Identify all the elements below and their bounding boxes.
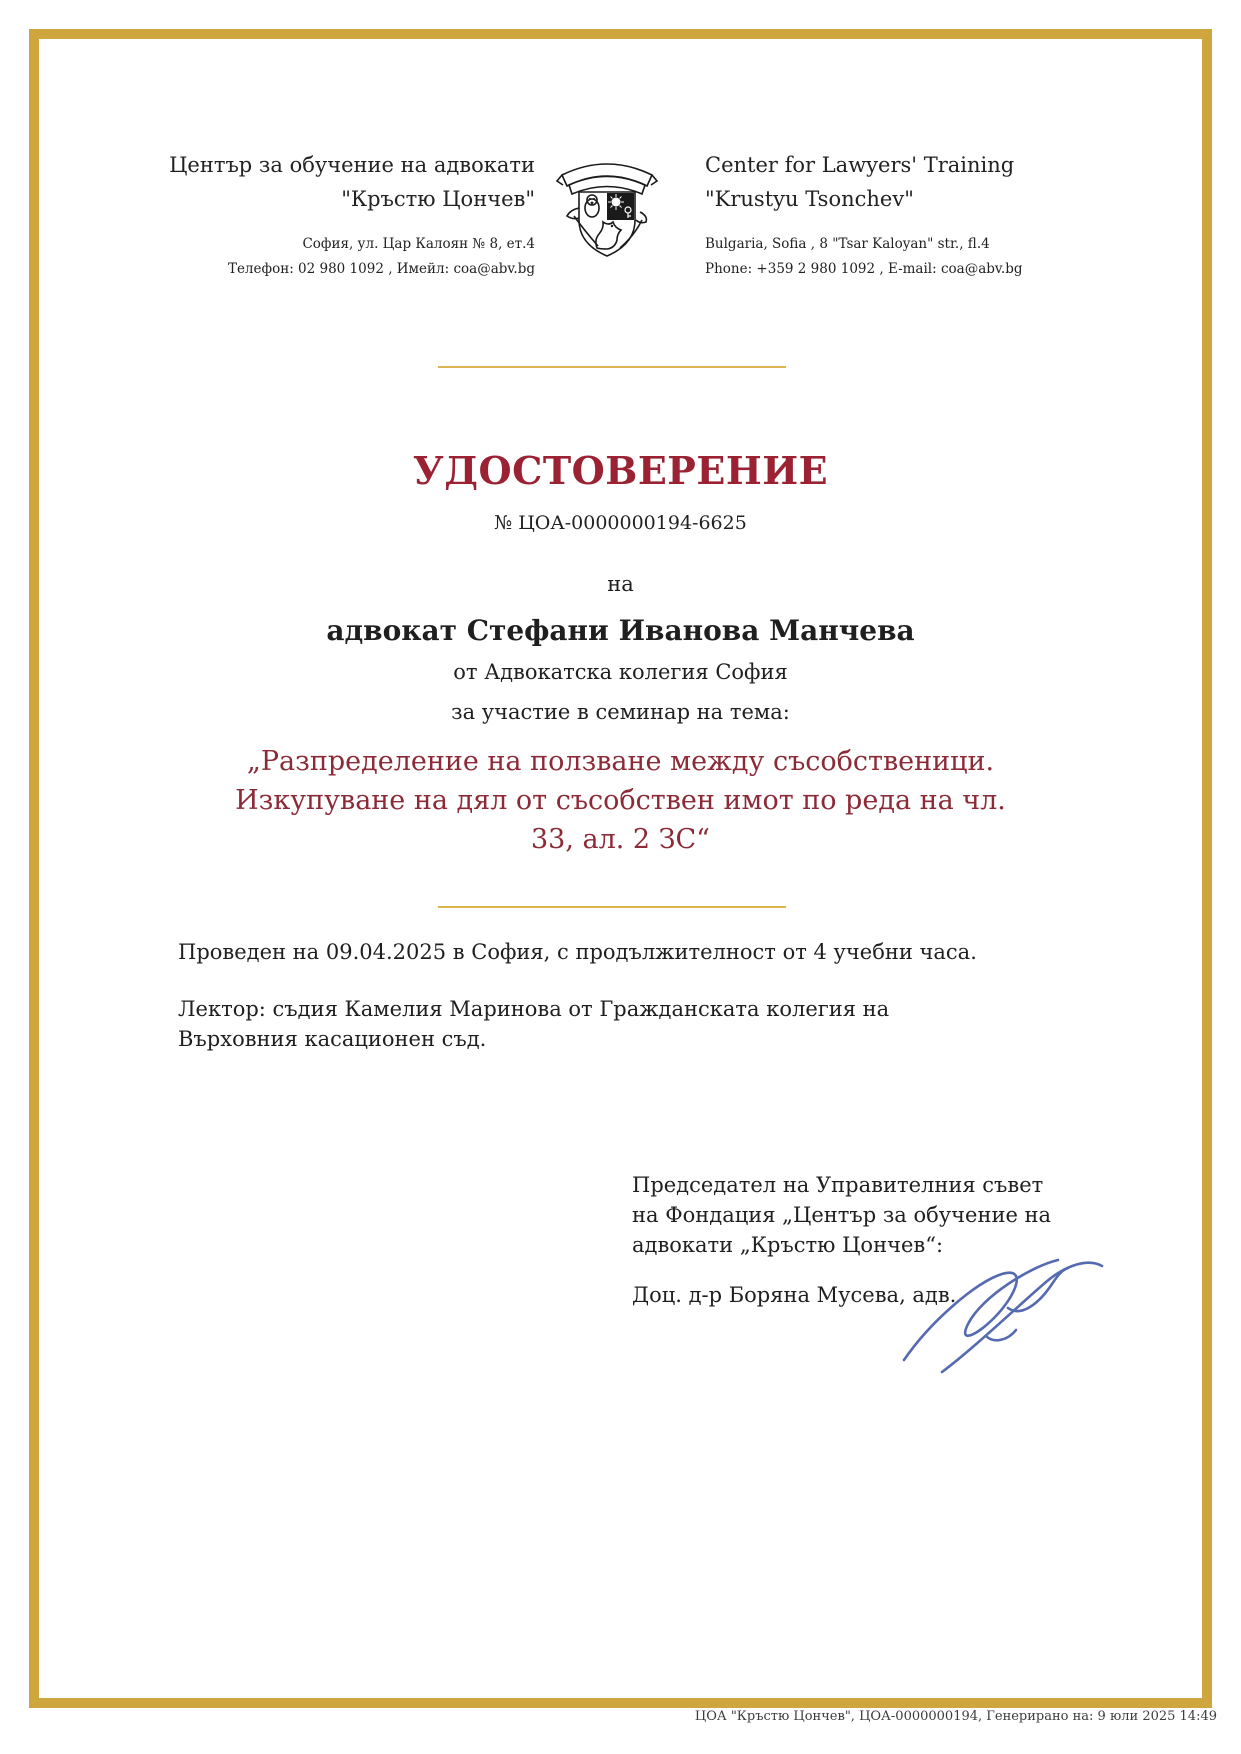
- seminar-topic-line1: „Разпределение на ползване между съсобственици.: [246, 746, 995, 777]
- org-address-bg: София, ул. Цар Калоян № 8, ет.4: [302, 236, 535, 252]
- org-address-en: Bulgaria, Sofia , 8 "Tsar Kaloyan" str., fl.4: [705, 236, 990, 252]
- gold-divider-bottom: [438, 906, 786, 908]
- certificate-to-label: на: [607, 572, 634, 596]
- org-name-bg-line2: "Кръстю Цончев": [341, 187, 535, 211]
- certificate-number: № ЦОА-0000000194-6625: [494, 512, 747, 534]
- signatory-title-line3: адвокати „Кръстю Цончев“:: [632, 1233, 944, 1257]
- org-name-en-line1: Center for Lawyers' Training: [705, 153, 1015, 177]
- signatory-name: Доц. д-р Боряна Мусева, адв.: [632, 1283, 957, 1307]
- certificate-title: УДОСТОВЕРЕНИЕ: [412, 448, 829, 493]
- lecturer-details: Лектор: съдия Камелия Маринова от Гражданската колегия на Върховния касационен съд.: [178, 997, 890, 1051]
- org-name-en-line2: "Krustyu Tsonchev": [705, 187, 914, 211]
- signatory-title-line2: на Фондация „Център за обучение на: [632, 1203, 1052, 1227]
- signature-scribble-icon: [890, 1244, 1115, 1379]
- document-footer: ЦОА "Кръстю Цончев", ЦОА-0000000194, Генерирано на: 9 юли 2025 14:49: [694, 1709, 1217, 1724]
- header-org-bulgarian: [169, 148, 535, 282]
- header-org-english: [705, 148, 1023, 282]
- seminar-topic-line2: Изкупуване на дял от съсобствен имот по реда на чл.: [235, 785, 1006, 816]
- gold-divider-top: [438, 366, 786, 368]
- seminar-topic-line3: 33, ал. 2 ЗС“: [531, 824, 710, 855]
- seminar-topic: [0, 742, 1241, 859]
- org-contacts-bg: Телефон: 02 980 1092 , Имейл: coa@abv.bg: [227, 261, 535, 277]
- certificate-participation-label: за участие в семинар на тема:: [451, 700, 790, 724]
- org-contacts-en: Phone: +359 2 980 1092 , E-mail: coa@abv.bg: [705, 261, 1023, 277]
- organization-crest-logo: [552, 150, 662, 260]
- signatory-title-line1: Председател на Управителния съвет: [632, 1173, 1044, 1197]
- org-name-bg-line1: Център за обучение на адвокати: [169, 153, 535, 177]
- crest-icon: [552, 150, 662, 260]
- handwritten-signature: [890, 1244, 1115, 1379]
- certificate-holder-org: от Адвокатска колегия София: [453, 660, 788, 684]
- certificate-holder-name: адвокат Стефани Иванова Манчева: [326, 614, 915, 647]
- seminar-details: Проведен на 09.04.2025 в София, с продължителност от 4 учебни часа.: [178, 940, 977, 964]
